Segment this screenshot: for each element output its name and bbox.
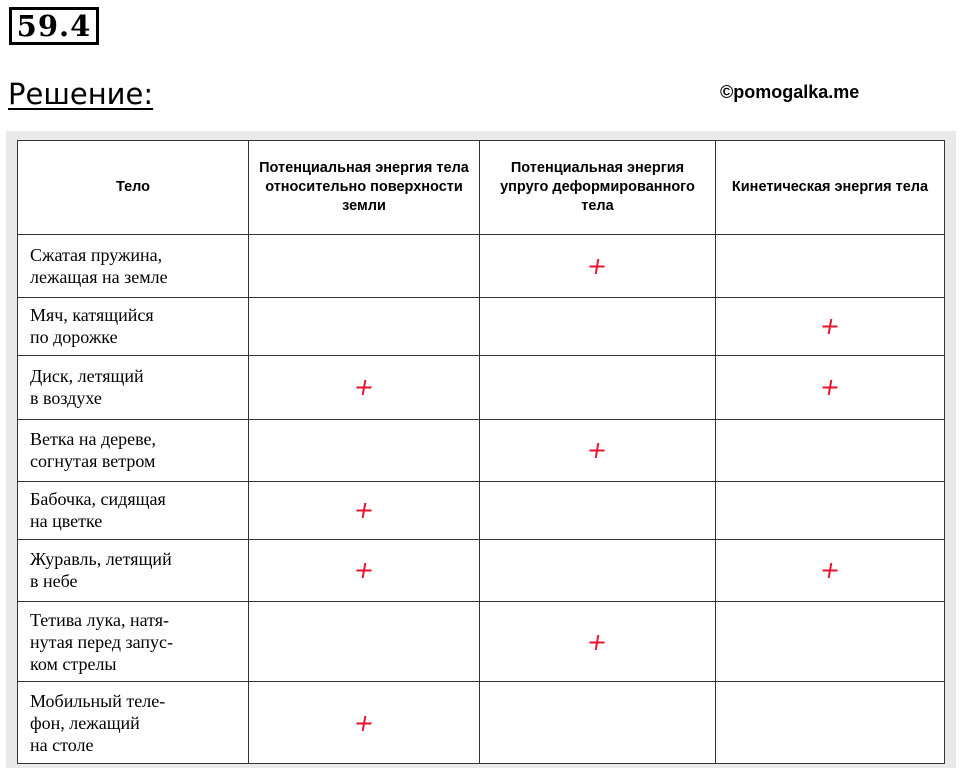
plus-mark: + [351, 708, 377, 737]
mark-potential-elastic-cell [480, 682, 716, 764]
task-number: 59.4 [9, 7, 99, 45]
table-row [18, 682, 945, 764]
plus-mark: + [584, 252, 611, 280]
mark-potential-ground-cell [249, 682, 480, 764]
body-name-cell: Диск, летящий в воздухе [18, 355, 249, 419]
plus-mark: + [817, 556, 843, 585]
table-row [18, 601, 945, 682]
mark-potential-elastic-cell [480, 481, 716, 539]
column-header-kinetic: Кинетическая энергия тела [716, 141, 945, 235]
mark-potential-ground-cell [249, 298, 480, 356]
watermark: ©pomogalka.me [720, 82, 860, 102]
energy-table [17, 140, 945, 764]
mark-potential-ground-cell [249, 539, 480, 601]
mark-potential-ground-cell [249, 419, 480, 481]
body-name-cell: Журавль, летящий в небе [18, 539, 249, 601]
plus-mark: + [817, 373, 843, 402]
mark-potential-ground-cell [249, 481, 480, 539]
mark-kinetic-cell [716, 355, 945, 419]
body-name-cell: Сжатая пружина, лежащая на земле [18, 235, 249, 298]
table-row [18, 481, 945, 539]
plus-mark: + [351, 556, 377, 585]
column-header-potential-elastic: Потенциальная энергия упруго деформированного тела [480, 141, 716, 235]
body-name-cell: Ветка на дереве, согнутая ветром [18, 419, 249, 481]
plus-mark: + [584, 627, 611, 656]
mark-kinetic-cell [716, 481, 945, 539]
mark-kinetic-cell [716, 298, 945, 356]
mark-potential-elastic-cell [480, 539, 716, 601]
mark-kinetic-cell [716, 419, 945, 481]
mark-potential-elastic-cell [480, 298, 716, 356]
plus-mark: + [351, 496, 377, 525]
table-row [18, 419, 945, 481]
mark-kinetic-cell [716, 539, 945, 601]
table-row [18, 355, 945, 419]
mark-kinetic-cell [716, 235, 945, 298]
column-header-potential-ground: Потенциальная энергия тела относительно поверхности земли [249, 141, 480, 235]
body-name-cell: Бабочка, сидящая на цветке [18, 481, 249, 539]
solution-heading: Решение: [8, 77, 154, 111]
header-row [18, 141, 945, 235]
body-name-cell: Тетива лука, натя- нутая перед запус- ком стрелы [18, 601, 249, 682]
mark-potential-ground-cell [249, 355, 480, 419]
mark-potential-elastic-cell [480, 601, 716, 682]
body-name-cell: Мобильный теле- фон, лежащий на столе [18, 682, 249, 764]
column-header-body: Тело [18, 141, 249, 235]
body-name-cell: Мяч, катящийся по дорожке [18, 298, 249, 356]
mark-potential-ground-cell [249, 235, 480, 298]
table-row [18, 235, 945, 298]
plus-mark: + [817, 312, 843, 341]
mark-potential-elastic-cell [480, 235, 716, 298]
mark-kinetic-cell [716, 682, 945, 764]
mark-potential-ground-cell [249, 601, 480, 682]
mark-potential-elastic-cell [480, 419, 716, 481]
table-row [18, 539, 945, 601]
mark-potential-elastic-cell [480, 355, 716, 419]
plus-mark: + [351, 373, 377, 402]
mark-kinetic-cell [716, 601, 945, 682]
table-row [18, 298, 945, 356]
plus-mark: + [584, 436, 611, 465]
